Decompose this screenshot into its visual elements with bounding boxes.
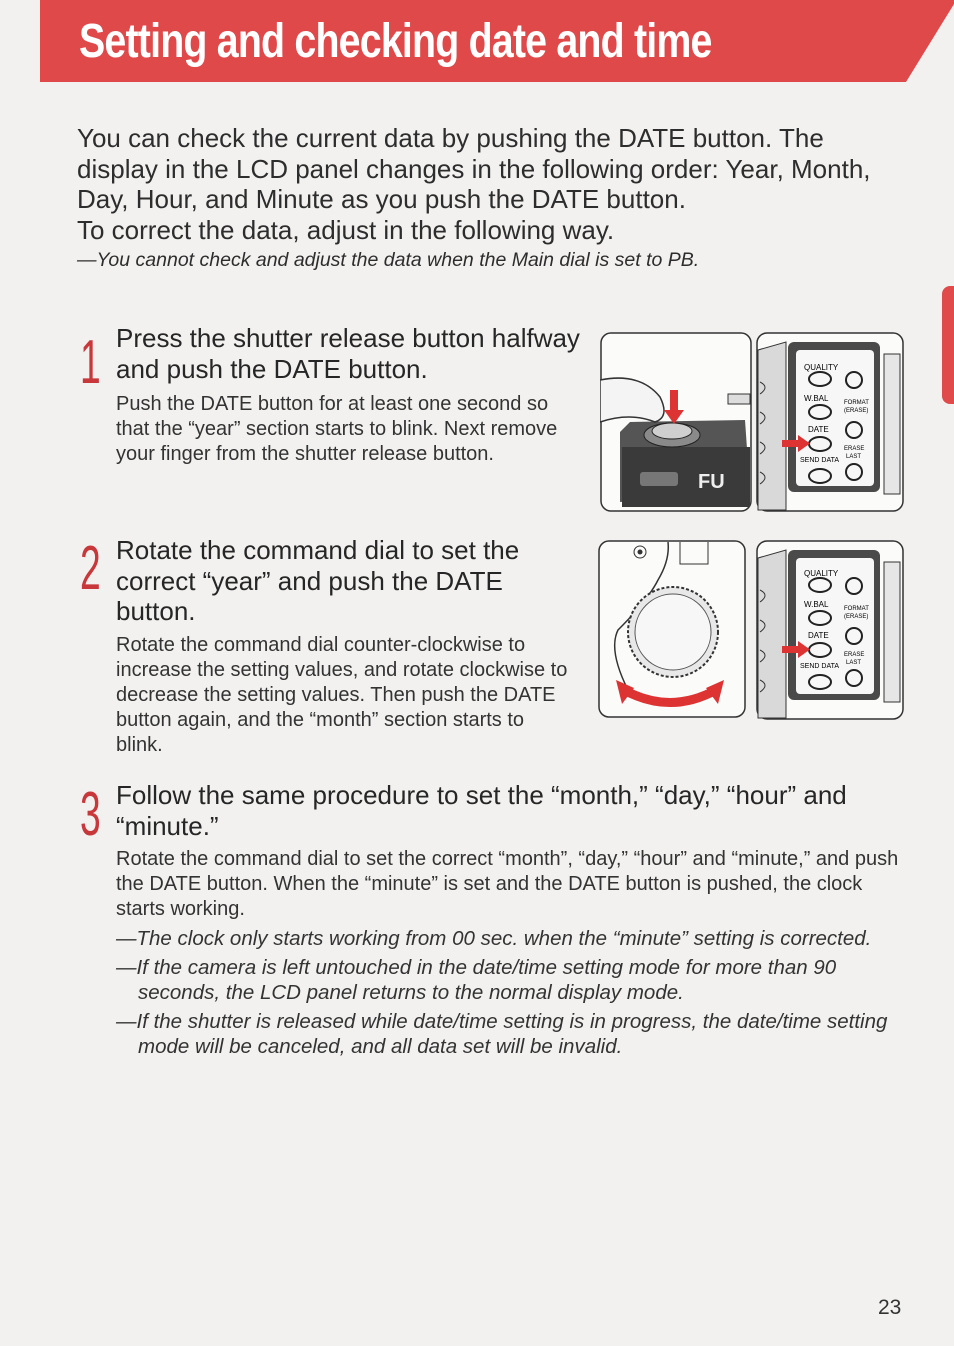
send-data-label-2: SEND DATA: [800, 663, 840, 670]
camera-shutter-illustration: [600, 332, 752, 512]
step-2-body: Rotate the command dial counter-clockwise to increase the setting values, and rotate clockwise to decrease the setting values. Then push the DATE button again, and the “month” section starts to blink.: [116, 634, 568, 756]
date-label-2: DATE: [808, 631, 829, 640]
step-2-number: 2: [80, 534, 101, 603]
intro-section: [77, 123, 887, 272]
step-1-body: Push the DATE button for at least one second so that the “year” section starts to blink. Next remove your finger from the shutter release button.: [116, 393, 558, 465]
last-label: LAST: [846, 454, 862, 460]
section-tab-marker: [942, 286, 954, 404]
send-data-label: SEND DATA: [800, 457, 840, 464]
note-item: —If the shutter is released while date/time setting is in progress, the date/time setting mode will be canceled, and all data set will be invalid.: [116, 1010, 888, 1058]
date-label: DATE: [808, 425, 829, 434]
last-label-2: LAST: [846, 660, 862, 666]
format-label-2: FORMAT: [844, 606, 869, 612]
erase-label: ERASE: [844, 446, 865, 452]
note-item: —If the camera is left untouched in the date/time setting mode for more than 90 seconds, the LCD panel returns to the normal display mode.: [116, 956, 837, 1004]
step-3-body: Rotate the command dial to set the correct “month”, “day,” “hour” and “minute,” and push the DATE button. When the “minute” is set and the DATE button is pushed, the clock starts working.: [116, 848, 899, 920]
erase-paren-label: (ERASE): [844, 408, 869, 414]
page-number: 23: [878, 1296, 902, 1319]
quality-label: QUALITY: [804, 363, 839, 372]
intro-note: —You cannot check and adjust the data when the Main dial is set to PB.: [77, 249, 700, 271]
note-item: —The clock only starts working from 00 sec. when the “minute” setting is corrected.: [116, 927, 872, 950]
wbal-label-2: W.BAL: [804, 600, 829, 609]
erase-label-2: ERASE: [844, 652, 865, 658]
notes-list: [116, 926, 916, 1063]
intro-paragraph-1: You can check the current data by pushing the DATE button. The display in the LCD panel changes in the following order: Year, Month, Day, Hour, and Minute as you push the DATE button.: [77, 123, 871, 214]
quality-label-2: QUALITY: [804, 569, 839, 578]
intro-paragraph-2: To correct the data, adjust in the following way.: [77, 214, 615, 245]
step-1-heading: Press the shutter release button halfway and push the DATE button.: [116, 323, 580, 384]
wbal-label: W.BAL: [804, 394, 829, 403]
command-dial-illustration: [598, 540, 748, 720]
brand-fragment-text: FU: [698, 471, 725, 493]
page-title: Setting and checking date and time: [79, 15, 712, 68]
erase-paren-label-2: (ERASE): [844, 614, 869, 620]
button-panel-illustration-2: [756, 540, 904, 720]
step-2-heading: Rotate the command dial to set the correct “year” and push the DATE button.: [116, 535, 520, 626]
format-label: FORMAT: [844, 400, 869, 406]
button-panel-illustration-1: [756, 332, 904, 512]
step-3-number: 3: [80, 780, 101, 849]
title-banner: [40, 0, 954, 82]
step-3-heading: Follow the same procedure to set the “month,” “day,” “hour” and “minute.”: [116, 780, 847, 841]
step-1-number: 1: [80, 328, 101, 397]
